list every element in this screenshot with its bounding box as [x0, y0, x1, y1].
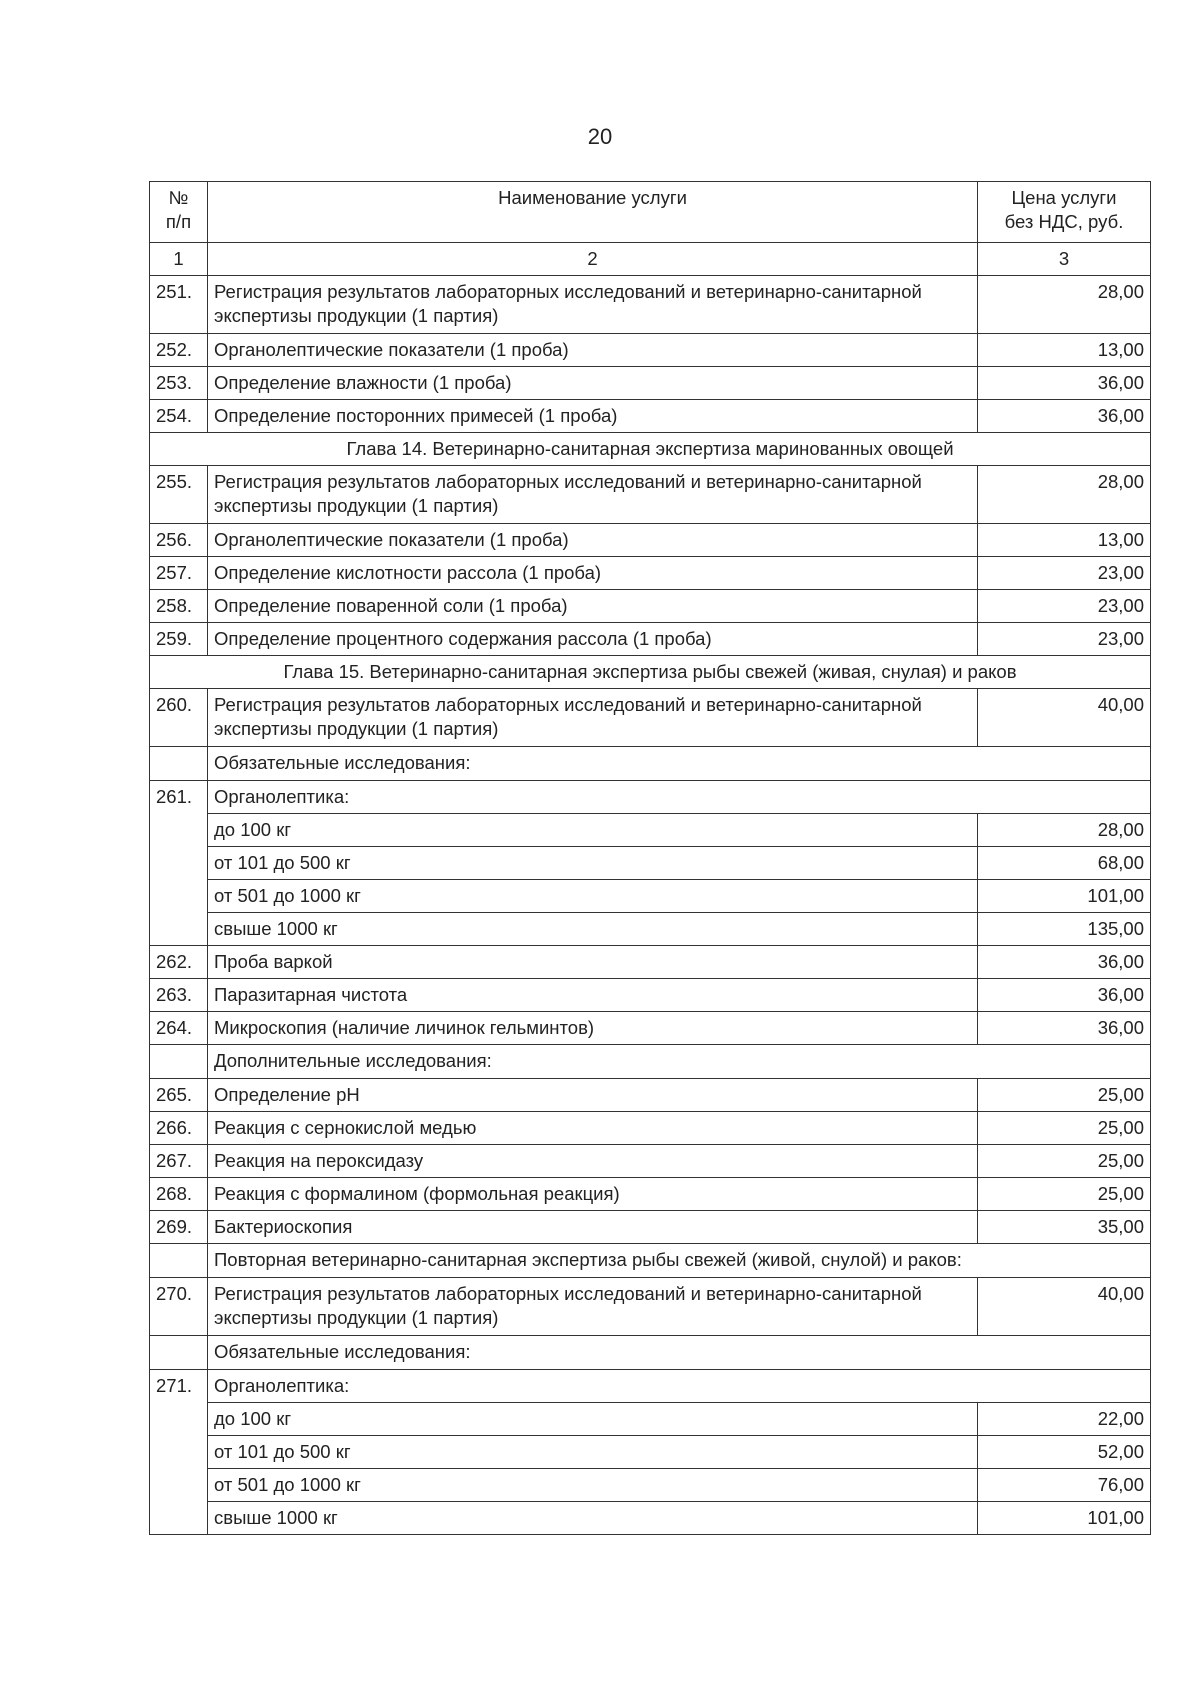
- table-row: [150, 400, 1151, 433]
- table-header-row: [150, 182, 1151, 243]
- table-row: [150, 466, 1151, 524]
- row-number: 261.: [150, 781, 208, 946]
- service-name: Регистрация результатов лабораторных исследований и ветеринарно-санитарной экспертизы продукции (1 партия): [208, 466, 978, 524]
- table-row: [150, 623, 1151, 656]
- service-price: 36,00: [978, 400, 1151, 433]
- price-table: [149, 181, 1151, 1535]
- group-title: Органолептика:: [208, 781, 1151, 814]
- table-row: [150, 1079, 1151, 1112]
- table-row: [150, 1211, 1151, 1244]
- row-number: 256.: [150, 524, 208, 557]
- chapter-title: Глава 15. Ветеринарно-санитарная экспертиза рыбы свежей (живая, снулая) и раков: [150, 656, 1151, 689]
- table-row: [150, 334, 1151, 367]
- section-row: [150, 747, 1151, 781]
- table-row: [150, 1012, 1151, 1045]
- chapter-title: Глава 14. Ветеринарно-санитарная экспертиза маринованных овощей: [150, 433, 1151, 466]
- table-row: [150, 524, 1151, 557]
- service-name: Органолептические показатели (1 проба): [208, 334, 978, 367]
- subitem-row: [150, 1436, 1151, 1469]
- service-price: 23,00: [978, 623, 1151, 656]
- table-row: [150, 689, 1151, 747]
- service-price: 13,00: [978, 524, 1151, 557]
- row-number: 263.: [150, 979, 208, 1012]
- table-row: [150, 946, 1151, 979]
- service-name: Реакция на пероксидазу: [208, 1145, 978, 1178]
- row-number: 265.: [150, 1079, 208, 1112]
- row-number: 270.: [150, 1278, 208, 1336]
- group-row: [150, 1370, 1151, 1403]
- service-name: Определение pH: [208, 1079, 978, 1112]
- table-row: [150, 557, 1151, 590]
- row-number: 257.: [150, 557, 208, 590]
- service-price: 13,00: [978, 334, 1151, 367]
- service-name: Бактериоскопия: [208, 1211, 978, 1244]
- service-name: Определение процентного содержания рассола (1 проба): [208, 623, 978, 656]
- table-row: [150, 590, 1151, 623]
- row-number: [150, 1045, 208, 1079]
- table-row: [150, 1278, 1151, 1336]
- service-name: Регистрация результатов лабораторных исследований и ветеринарно-санитарной экспертизы продукции (1 партия): [208, 276, 978, 334]
- service-name: Регистрация результатов лабораторных исследований и ветеринарно-санитарной экспертизы продукции (1 партия): [208, 1278, 978, 1336]
- row-number: 260.: [150, 689, 208, 747]
- service-name: Реакция с сернокислой медью: [208, 1112, 978, 1145]
- subitem-name: свыше 1000 кг: [208, 1502, 978, 1535]
- row-number: 269.: [150, 1211, 208, 1244]
- subitem-name: до 100 кг: [208, 1403, 978, 1436]
- group-row: [150, 781, 1151, 814]
- service-price: 25,00: [978, 1112, 1151, 1145]
- subitem-price: 101,00: [978, 1502, 1151, 1535]
- column-number: 1: [150, 243, 208, 276]
- row-number: 267.: [150, 1145, 208, 1178]
- subitem-row: [150, 913, 1151, 946]
- row-number: 255.: [150, 466, 208, 524]
- header-service-name: Наименование услуги: [208, 182, 978, 243]
- table-row: [150, 1178, 1151, 1211]
- subitem-price: 76,00: [978, 1469, 1151, 1502]
- row-number: 253.: [150, 367, 208, 400]
- service-name: Определение кислотности рассола (1 проба): [208, 557, 978, 590]
- header-number: № п/п: [150, 182, 208, 243]
- column-number: 3: [978, 243, 1151, 276]
- group-title: Органолептика:: [208, 1370, 1151, 1403]
- section-row: [150, 1244, 1151, 1278]
- service-price: 35,00: [978, 1211, 1151, 1244]
- subitem-price: 22,00: [978, 1403, 1151, 1436]
- section-title: Обязательные исследования:: [208, 747, 1151, 781]
- row-number: 252.: [150, 334, 208, 367]
- subitem-price: 101,00: [978, 880, 1151, 913]
- service-price: 25,00: [978, 1145, 1151, 1178]
- subitem-name: до 100 кг: [208, 814, 978, 847]
- row-number: 258.: [150, 590, 208, 623]
- service-price: 36,00: [978, 946, 1151, 979]
- subitem-row: [150, 1403, 1151, 1436]
- service-price: 36,00: [978, 979, 1151, 1012]
- service-name: Определение поваренной соли (1 проба): [208, 590, 978, 623]
- section-row: [150, 1336, 1151, 1370]
- service-price: 28,00: [978, 466, 1151, 524]
- table-row: [150, 276, 1151, 334]
- subitem-name: от 501 до 1000 кг: [208, 1469, 978, 1502]
- service-price: 28,00: [978, 276, 1151, 334]
- service-price: 25,00: [978, 1079, 1151, 1112]
- service-name: Проба варкой: [208, 946, 978, 979]
- service-name: Регистрация результатов лабораторных исследований и ветеринарно-санитарной экспертизы продукции (1 партия): [208, 689, 978, 747]
- row-number: 262.: [150, 946, 208, 979]
- subitem-name: свыше 1000 кг: [208, 913, 978, 946]
- page-number: 20: [587, 124, 613, 149]
- section-title: Повторная ветеринарно-санитарная экспертиза рыбы свежей (живой, снулой) и раков:: [208, 1244, 1151, 1278]
- row-number: 251.: [150, 276, 208, 334]
- row-number: 254.: [150, 400, 208, 433]
- row-number: 271.: [150, 1370, 208, 1535]
- service-price: 23,00: [978, 557, 1151, 590]
- section-row: [150, 1045, 1151, 1079]
- section-title: Обязательные исследования:: [208, 1336, 1151, 1370]
- service-name: Микроскопия (наличие личинок гельминтов): [208, 1012, 978, 1045]
- section-title: Дополнительные исследования:: [208, 1045, 1151, 1079]
- service-price: 25,00: [978, 1178, 1151, 1211]
- row-number: [150, 747, 208, 781]
- service-name: Определение посторонних примесей (1 проба): [208, 400, 978, 433]
- subitem-name: от 501 до 1000 кг: [208, 880, 978, 913]
- table-row: [150, 979, 1151, 1012]
- subitem-price: 52,00: [978, 1436, 1151, 1469]
- subitem-price: 135,00: [978, 913, 1151, 946]
- subitem-price: 28,00: [978, 814, 1151, 847]
- column-number: 2: [208, 243, 978, 276]
- row-number: 266.: [150, 1112, 208, 1145]
- service-name: Определение влажности (1 проба): [208, 367, 978, 400]
- service-price: 36,00: [978, 1012, 1151, 1045]
- chapter-row: [150, 656, 1151, 689]
- row-number: 259.: [150, 623, 208, 656]
- row-number: [150, 1336, 208, 1370]
- header-price: Цена услуги без НДС, руб.: [978, 182, 1151, 243]
- subitem-row: [150, 847, 1151, 880]
- subitem-name: от 101 до 500 кг: [208, 847, 978, 880]
- subitem-name: от 101 до 500 кг: [208, 1436, 978, 1469]
- table-row: [150, 1145, 1151, 1178]
- subitem-row: [150, 1469, 1151, 1502]
- row-number: 264.: [150, 1012, 208, 1045]
- service-price: 36,00: [978, 367, 1151, 400]
- subitem-price: 68,00: [978, 847, 1151, 880]
- column-numbers-row: [150, 243, 1151, 276]
- chapter-row: [150, 433, 1151, 466]
- service-name: Реакция с формалином (формольная реакция): [208, 1178, 978, 1211]
- subitem-row: [150, 880, 1151, 913]
- table-row: [150, 1112, 1151, 1145]
- service-name: Органолептические показатели (1 проба): [208, 524, 978, 557]
- table-row: [150, 367, 1151, 400]
- service-price: 40,00: [978, 689, 1151, 747]
- service-price: 23,00: [978, 590, 1151, 623]
- service-price: 40,00: [978, 1278, 1151, 1336]
- subitem-row: [150, 1502, 1151, 1535]
- row-number: 268.: [150, 1178, 208, 1211]
- subitem-row: [150, 814, 1151, 847]
- service-name: Паразитарная чистота: [208, 979, 978, 1012]
- row-number: [150, 1244, 208, 1278]
